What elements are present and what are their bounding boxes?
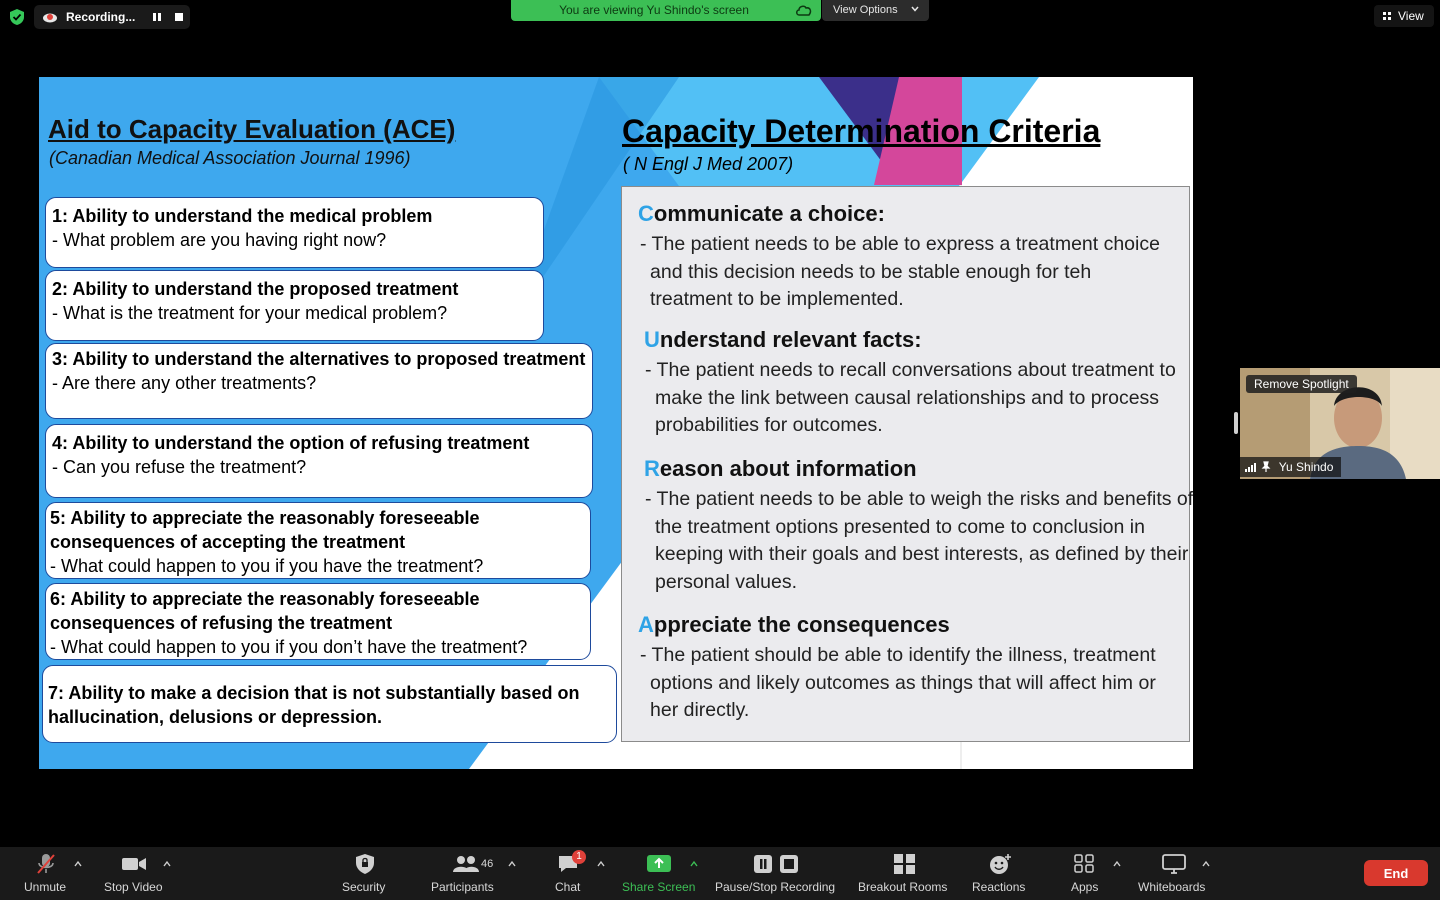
share-screen-label: Share Screen: [622, 880, 696, 894]
security-label: Security: [342, 880, 386, 894]
ace-item: [45, 424, 593, 498]
panel-resize-handle[interactable]: [1234, 412, 1238, 434]
video-options-caret-icon[interactable]: [162, 860, 172, 868]
unmute-label: Unmute: [24, 880, 67, 894]
participants-label: Participants: [431, 880, 494, 894]
security-shield-icon: [352, 853, 378, 875]
viewing-banner-text: You are viewing Yu Shindo's screen: [559, 3, 749, 17]
ace-item-question: - Are there any other treatments?: [52, 373, 317, 393]
ace-item-question: - What could happen to you if you have the treatment?: [50, 556, 484, 576]
ace-item: [45, 270, 544, 341]
whiteboards-label: Whiteboards: [1138, 880, 1206, 894]
ace-item-heading: 6: Ability to appreciate the reasonably foreseeable consequences of refusing the treatment: [50, 589, 480, 633]
ace-item: [45, 197, 544, 268]
reactions-label: Reactions: [972, 880, 1026, 894]
chevron-down-icon: [910, 4, 920, 14]
criteria-title: Capacity Determination Criteria: [622, 113, 1101, 149]
ace-title: Aid to Capacity Evaluation (ACE): [48, 114, 456, 144]
share-screen-icon: [646, 853, 672, 875]
share-options-caret-icon[interactable]: [689, 860, 699, 868]
pin-icon: [1261, 461, 1271, 473]
criteria-text: - The patient needs to be able to weigh the risks and benefits of the treatment options presented to come to conclusion in keeping with their goals and best interests, as defined by their personal values.: [645, 488, 1193, 593]
end-label: End: [1383, 866, 1409, 881]
chat-label: Chat: [555, 880, 581, 894]
participants-options-caret-icon[interactable]: [507, 860, 517, 868]
pause-stop-recording-button[interactable]: [714, 847, 842, 900]
ace-item-question: - What problem are you having right now?: [52, 230, 387, 250]
ace-item-question: - What could happen to you if you don’t have the treatment?: [50, 637, 528, 657]
ace-item: [45, 502, 591, 579]
video-camera-icon: [121, 853, 147, 875]
ace-item-heading: 3: Ability to understand the alternatives to proposed treatment: [52, 349, 586, 369]
pause-stop-recording-label: Pause/Stop Recording: [715, 880, 836, 894]
criteria-heading: Communicate a choice:: [638, 201, 885, 226]
apps-label: Apps: [1071, 880, 1099, 894]
meeting-toolbar: [0, 847, 1440, 900]
stop-video-button[interactable]: [100, 847, 170, 900]
pause-stop-recording-icon: [752, 853, 804, 875]
recording-indicator: [34, 5, 190, 29]
breakout-rooms-label: Breakout Rooms: [858, 880, 948, 894]
criteria-box: [621, 186, 1193, 742]
criteria-text: - The patient needs to recall conversations about treatment to make the link between causal relationships and to process probabilities for outcomes.: [645, 359, 1176, 437]
chat-button[interactable]: [548, 847, 592, 900]
breakout-rooms-icon: [892, 853, 918, 875]
ace-item-question: - Can you refuse the treatment?: [52, 457, 307, 477]
criteria-text: - The patient should be able to identify the illness, treatment options and likely outcomes as things that will affect him or her directly.: [640, 644, 1156, 722]
chat-options-caret-icon[interactable]: [596, 860, 606, 868]
ace-item-heading: 2: Ability to understand the proposed treatment: [52, 279, 459, 299]
criteria-heading: Appreciate the consequences: [638, 612, 950, 637]
apps-button[interactable]: [1066, 847, 1104, 900]
audio-options-caret-icon[interactable]: [73, 860, 83, 868]
ace-source: (Canadian Medical Association Journal 1996): [49, 148, 411, 168]
view-options-label: View Options: [833, 4, 898, 16]
participants-button[interactable]: [428, 847, 502, 900]
share-screen-button[interactable]: [620, 847, 700, 900]
reactions-smiley-icon: [987, 853, 1013, 875]
ace-item-heading: 1: Ability to understand the medical problem: [52, 206, 433, 226]
security-shield-icon[interactable]: [8, 8, 26, 26]
view-label: View: [1398, 9, 1424, 23]
whiteboards-options-caret-icon[interactable]: [1201, 860, 1211, 868]
whiteboard-icon: [1161, 853, 1187, 875]
pause-recording-icon[interactable]: [150, 10, 164, 24]
remove-spotlight-button[interactable]: Remove Spotlight: [1246, 375, 1357, 393]
end-meeting-button[interactable]: [1364, 860, 1428, 886]
stop-video-label: Stop Video: [104, 880, 163, 894]
security-button[interactable]: [338, 847, 392, 900]
criteria-heading: Understand relevant facts:: [644, 327, 922, 352]
breakout-rooms-button[interactable]: [856, 847, 952, 900]
ace-item-question: - What is the treatment for your medical problem?: [52, 303, 448, 323]
stop-recording-icon[interactable]: [172, 10, 186, 24]
ace-item: [45, 583, 591, 660]
view-button[interactable]: [1374, 5, 1434, 27]
ace-item-heading: 4: Ability to understand the option of refusing treatment: [52, 433, 530, 453]
grid-view-icon: [1382, 11, 1392, 21]
apps-icon: [1072, 853, 1098, 875]
participant-name: Yu Shindo: [1278, 459, 1334, 474]
participant-video[interactable]: [1240, 368, 1440, 479]
criteria-text: - The patient needs to be able to express a treatment choice and this decision needs to be stable enough for teh treatment to be implemented.: [640, 233, 1160, 311]
apps-options-caret-icon[interactable]: [1112, 860, 1122, 868]
participant-name-tag: [1240, 457, 1341, 477]
recording-cloud-icon: [42, 11, 58, 23]
recording-label: Recording...: [66, 10, 136, 24]
ace-item-heading: 7: Ability to make a decision that is not substantially based on hallucination, delusions or depression.: [48, 683, 580, 727]
reactions-button[interactable]: [968, 847, 1032, 900]
unmute-button[interactable]: [18, 847, 74, 900]
chat-unread-badge: 1: [572, 850, 586, 864]
shared-screen-slide: [39, 77, 1193, 769]
viewing-screen-banner: [511, 0, 821, 21]
whiteboards-button[interactable]: [1136, 847, 1212, 900]
criteria-source: ( N Engl J Med 2007): [623, 154, 794, 174]
microphone-muted-icon: [33, 853, 59, 875]
ace-item: [42, 665, 617, 743]
criteria-heading: Reason about information: [644, 456, 917, 481]
view-options-button[interactable]: [822, 0, 929, 21]
participants-icon: [452, 853, 480, 875]
cloud-icon: [795, 3, 813, 17]
signal-strength-icon: [1244, 461, 1258, 473]
ace-item-heading: 5: Ability to appreciate the reasonably foreseeable consequences of accepting the treatment: [50, 508, 480, 552]
ace-item: [45, 343, 593, 419]
participants-count: 46: [481, 858, 494, 870]
